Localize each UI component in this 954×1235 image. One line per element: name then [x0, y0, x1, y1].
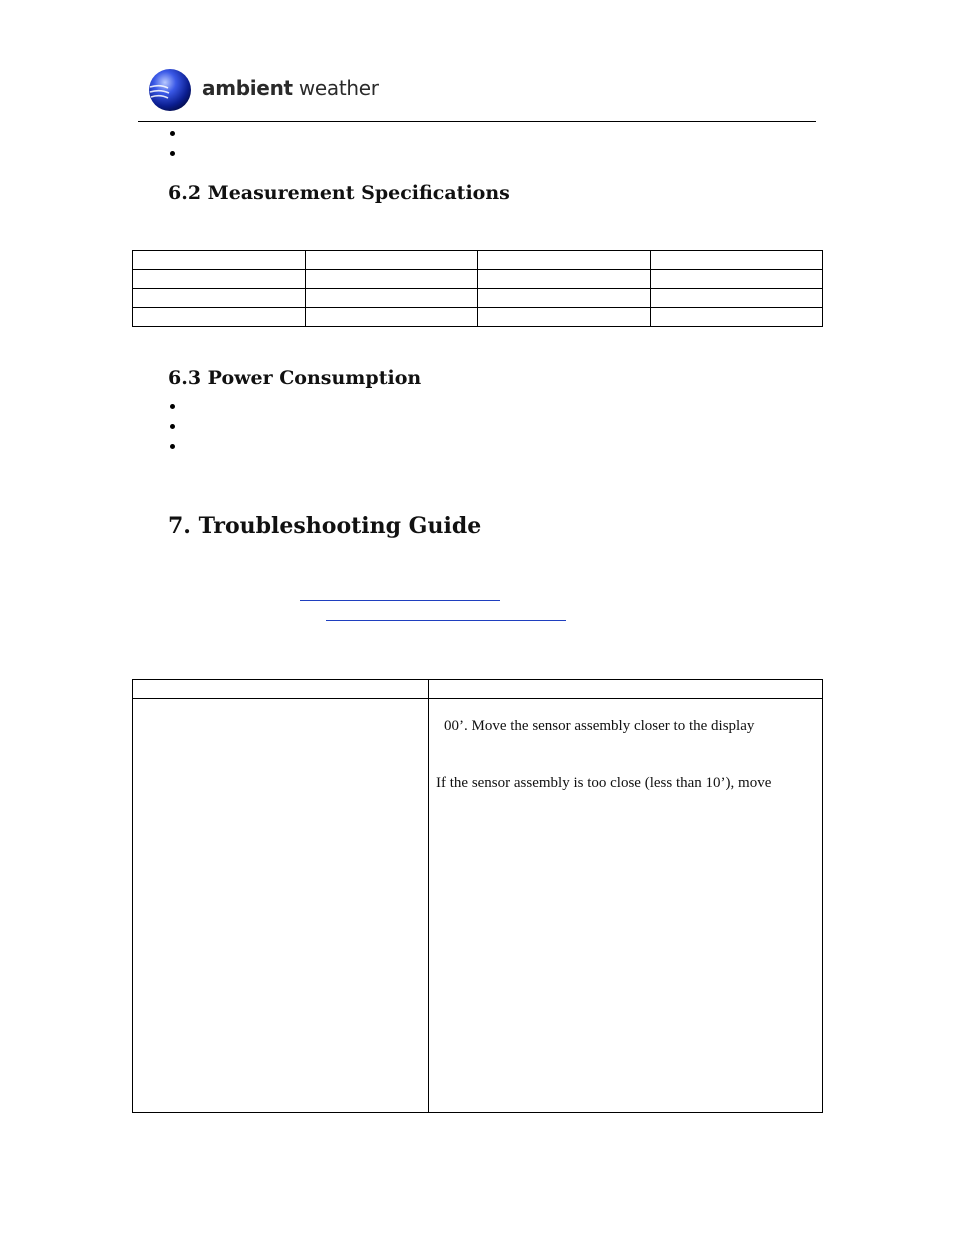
solution-line: If the sensor assembly is too close (less than 10’), move: [436, 775, 772, 791]
table-cell: [133, 308, 306, 327]
table-row: [133, 251, 823, 270]
table-cell: [650, 251, 823, 270]
table-row: [133, 270, 823, 289]
table-cell: [305, 251, 478, 270]
hyperlink-underline[interactable]: [326, 620, 566, 621]
troubleshooting-table: [132, 679, 823, 1113]
table-cell: [650, 308, 823, 327]
table-row: [133, 289, 823, 308]
table-cell: [305, 270, 478, 289]
table-cell: [133, 289, 306, 308]
logo-word-bold: ambient: [202, 76, 293, 100]
table-header-row: [133, 680, 823, 699]
table-header-cell: [133, 680, 429, 699]
table-cell: [650, 289, 823, 308]
table-cell: [478, 289, 651, 308]
table-header-cell: [429, 680, 823, 699]
table-cell: [133, 251, 306, 270]
bullet-point: [170, 424, 175, 429]
hyperlink-underline[interactable]: [300, 600, 500, 601]
section-heading-measurement: 6.2 Measurement Specifications: [168, 182, 510, 204]
header-divider: [138, 121, 816, 122]
bullet-point: [170, 444, 175, 449]
measurement-specifications-table: [132, 250, 823, 327]
table-row: [133, 308, 823, 327]
bullet-point: [170, 404, 175, 409]
logo-wordmark: [202, 76, 379, 100]
table-cell: [650, 270, 823, 289]
solution-line: 00’. Move the sensor assembly closer to the display: [444, 718, 755, 734]
bullet-point: [170, 151, 175, 156]
table-cell: [478, 308, 651, 327]
bullet-point: [170, 131, 175, 136]
logo-word-light: weather: [292, 76, 379, 100]
table-cell: [305, 289, 478, 308]
section-heading-power: 6.3 Power Consumption: [168, 367, 422, 389]
ambient-weather-logo-icon: [148, 68, 192, 112]
table-row: [133, 699, 823, 1113]
problem-cell: [133, 699, 429, 1113]
solution-cell: [429, 699, 823, 1113]
table-cell: [305, 308, 478, 327]
section-heading-troubleshooting: 7. Troubleshooting Guide: [168, 513, 482, 539]
table-cell: [133, 270, 306, 289]
table-cell: [478, 270, 651, 289]
table-cell: [478, 251, 651, 270]
